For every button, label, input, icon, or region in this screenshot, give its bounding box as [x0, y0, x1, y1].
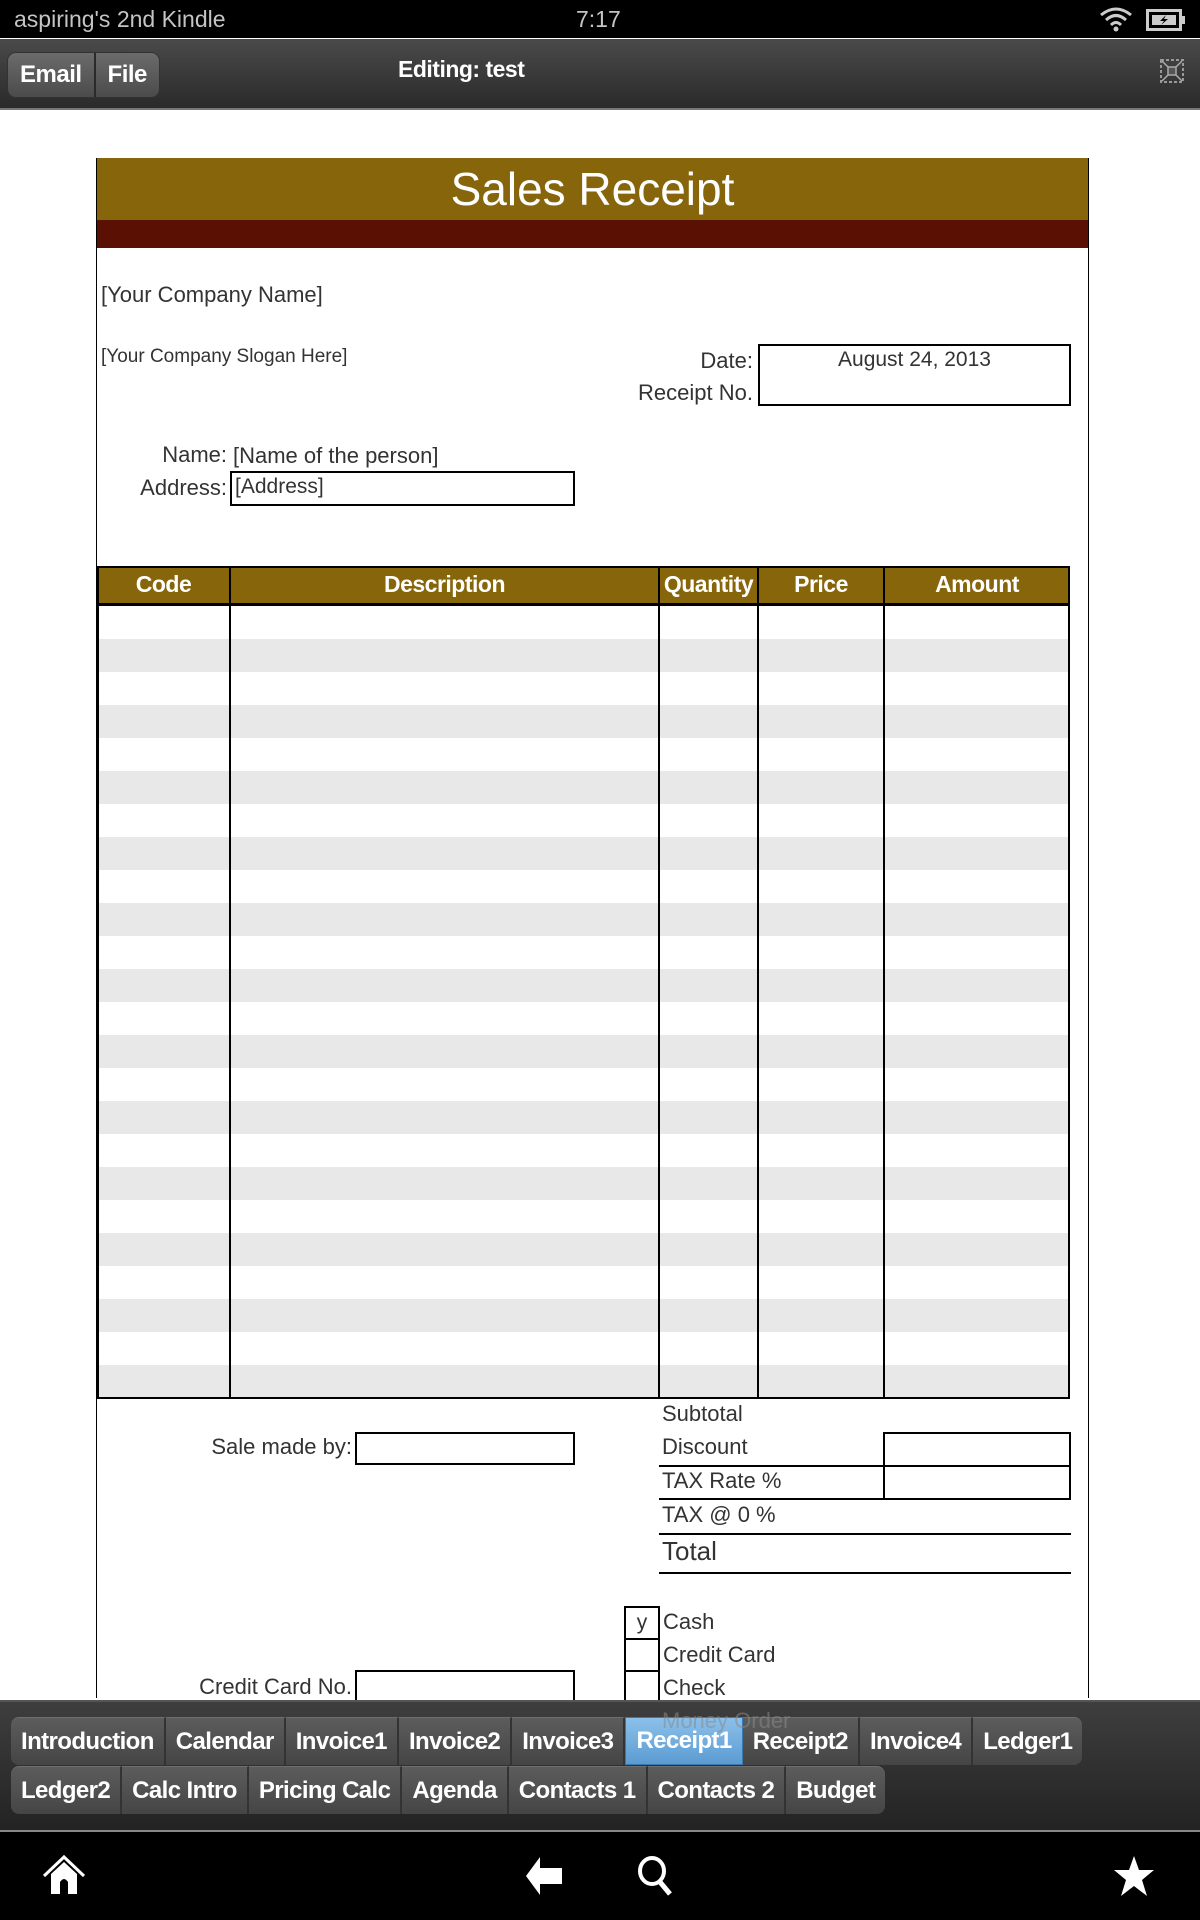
action-button-group: [7, 52, 160, 98]
table-row[interactable]: [97, 837, 1070, 870]
address-value: [Address]: [235, 475, 324, 498]
sale-made-by-label: Sale made by:: [211, 1434, 352, 1459]
column-divider: [883, 566, 885, 1399]
discount-label: Discount: [662, 1434, 748, 1459]
table-row[interactable]: [97, 606, 1070, 639]
sheet-tab-introduction[interactable]: Introduction: [11, 1717, 166, 1765]
sales-receipt-sheet: [96, 158, 1089, 1698]
discount-field[interactable]: [883, 1432, 1071, 1467]
sheet-tab-budget[interactable]: Budget: [786, 1766, 885, 1814]
sheet-tab-invoice4[interactable]: Invoice4: [860, 1717, 973, 1765]
column-divider: [1068, 566, 1070, 1399]
receipt-no-label: Receipt No.: [638, 380, 753, 405]
company-name[interactable]: [Your Company Name]: [101, 282, 323, 307]
wifi-icon: [1098, 6, 1134, 32]
column-header-quantity[interactable]: Quantity: [663, 571, 754, 597]
sheet-tab-calc-intro[interactable]: Calc Intro: [122, 1766, 249, 1814]
table-row[interactable]: [97, 1134, 1070, 1167]
subtotal-label: Subtotal: [662, 1401, 743, 1426]
home-icon[interactable]: [42, 1854, 86, 1898]
credit-card-no-label: Credit Card No.: [199, 1674, 352, 1699]
table-row[interactable]: [97, 1299, 1070, 1332]
table-row[interactable]: [97, 1200, 1070, 1233]
table-row[interactable]: [97, 1167, 1070, 1200]
divider: [659, 1465, 885, 1467]
receipt-title[interactable]: Sales Receipt: [97, 158, 1088, 220]
sheet-tab-bar: [0, 1700, 1200, 1830]
column-divider: [658, 566, 660, 1399]
credit-card-no-field[interactable]: [355, 1670, 575, 1703]
payment-checkbox-credit-card[interactable]: [624, 1638, 660, 1672]
payment-checkbox-check[interactable]: [624, 1670, 660, 1704]
column-header-price[interactable]: Price: [794, 571, 848, 597]
table-row[interactable]: [97, 1068, 1070, 1101]
email-button[interactable]: Email: [8, 53, 94, 97]
clock: 7:17: [576, 6, 621, 32]
table-row[interactable]: [97, 1233, 1070, 1266]
table-row[interactable]: [97, 705, 1070, 738]
table-row[interactable]: [97, 1035, 1070, 1068]
divider: [659, 1533, 1071, 1535]
table-row[interactable]: [97, 903, 1070, 936]
total-label: Total: [662, 1536, 717, 1566]
sheet-tab-contacts-2[interactable]: Contacts 2: [648, 1766, 787, 1814]
sheet-tab-row-2: [11, 1766, 885, 1814]
address-field[interactable]: [230, 471, 575, 506]
table-row[interactable]: [97, 771, 1070, 804]
column-header-code[interactable]: Code: [135, 571, 192, 597]
divider: [659, 1572, 1071, 1574]
table-row[interactable]: [97, 738, 1070, 771]
name-label: Name:: [162, 442, 227, 467]
receipt-no-field[interactable]: [758, 374, 1071, 406]
name-value[interactable]: [Name of the person]: [233, 443, 439, 468]
table-row[interactable]: [97, 1002, 1070, 1035]
table-row[interactable]: [97, 639, 1070, 672]
payment-label-cash: Cash: [663, 1609, 715, 1634]
status-bar: [0, 0, 1200, 38]
sheet-tab-ledger2[interactable]: Ledger2: [11, 1766, 122, 1814]
back-icon[interactable]: [522, 1854, 566, 1898]
tax-rate-label: TAX Rate %: [662, 1468, 782, 1493]
tax-rate-field[interactable]: [883, 1465, 1071, 1500]
payment-checkbox-cash[interactable]: [624, 1606, 660, 1640]
search-icon[interactable]: [634, 1854, 678, 1898]
file-button[interactable]: File: [94, 53, 159, 97]
app-bar: [0, 39, 1200, 110]
payment-label-money-order: Money Order: [662, 1708, 791, 1733]
column-divider: [97, 566, 99, 1399]
device-name: aspiring's 2nd Kindle: [14, 6, 226, 32]
column-header-amount[interactable]: Amount: [935, 571, 1019, 597]
table-row[interactable]: [97, 1101, 1070, 1134]
payment-label-credit-card: Credit Card: [663, 1642, 776, 1667]
column-header-description[interactable]: Description: [383, 571, 506, 597]
column-divider: [757, 566, 759, 1399]
fullscreen-icon[interactable]: [1160, 59, 1184, 83]
battery-charging-icon: [1146, 9, 1186, 31]
table-row[interactable]: [97, 1365, 1070, 1398]
table-row[interactable]: [97, 936, 1070, 969]
sheet-tab-agenda[interactable]: Agenda: [402, 1766, 508, 1814]
table-row[interactable]: [97, 870, 1070, 903]
sheet-tab-invoice2[interactable]: Invoice2: [399, 1717, 512, 1765]
payment-label-check: Check: [663, 1675, 726, 1700]
sheet-tab-invoice3[interactable]: Invoice3: [512, 1717, 625, 1765]
table-header: [97, 566, 1070, 606]
sheet-tab-receipt2[interactable]: Receipt2: [743, 1717, 860, 1765]
address-label: Address:: [140, 475, 227, 500]
tax-amount-label: TAX @ 0 %: [662, 1502, 776, 1527]
table-row[interactable]: [97, 1266, 1070, 1299]
date-field[interactable]: [758, 344, 1071, 376]
divider: [659, 1498, 885, 1500]
company-slogan[interactable]: [Your Company Slogan Here]: [101, 346, 348, 367]
sheet-tab-invoice1[interactable]: Invoice1: [286, 1717, 399, 1765]
document-title: Editing: test: [398, 56, 525, 82]
sheet-tab-receipt1[interactable]: Receipt1: [625, 1717, 742, 1765]
sheet-tab-row-1: [11, 1717, 1082, 1765]
table-row[interactable]: [97, 804, 1070, 837]
payment-mark: y: [636, 1611, 648, 1634]
date-label: Date:: [700, 348, 753, 373]
sheet-tab-pricing-calc[interactable]: Pricing Calc: [249, 1766, 403, 1814]
table-bottom-border: [97, 1397, 1070, 1399]
title-band: [97, 220, 1088, 248]
table-row[interactable]: [97, 969, 1070, 1002]
table-row[interactable]: [97, 1332, 1070, 1365]
sheet-tab-contacts-1[interactable]: Contacts 1: [509, 1766, 648, 1814]
column-divider: [229, 566, 231, 1399]
system-nav-bar: [0, 1830, 1200, 1920]
date-value: August 24, 2013: [838, 348, 991, 371]
favorites-star-icon[interactable]: [1112, 1854, 1156, 1898]
sheet-tab-ledger1[interactable]: Ledger1: [973, 1717, 1082, 1765]
sale-made-by-field[interactable]: [355, 1432, 575, 1465]
table-row[interactable]: [97, 672, 1070, 705]
sheet-tab-calendar[interactable]: Calendar: [166, 1717, 286, 1765]
